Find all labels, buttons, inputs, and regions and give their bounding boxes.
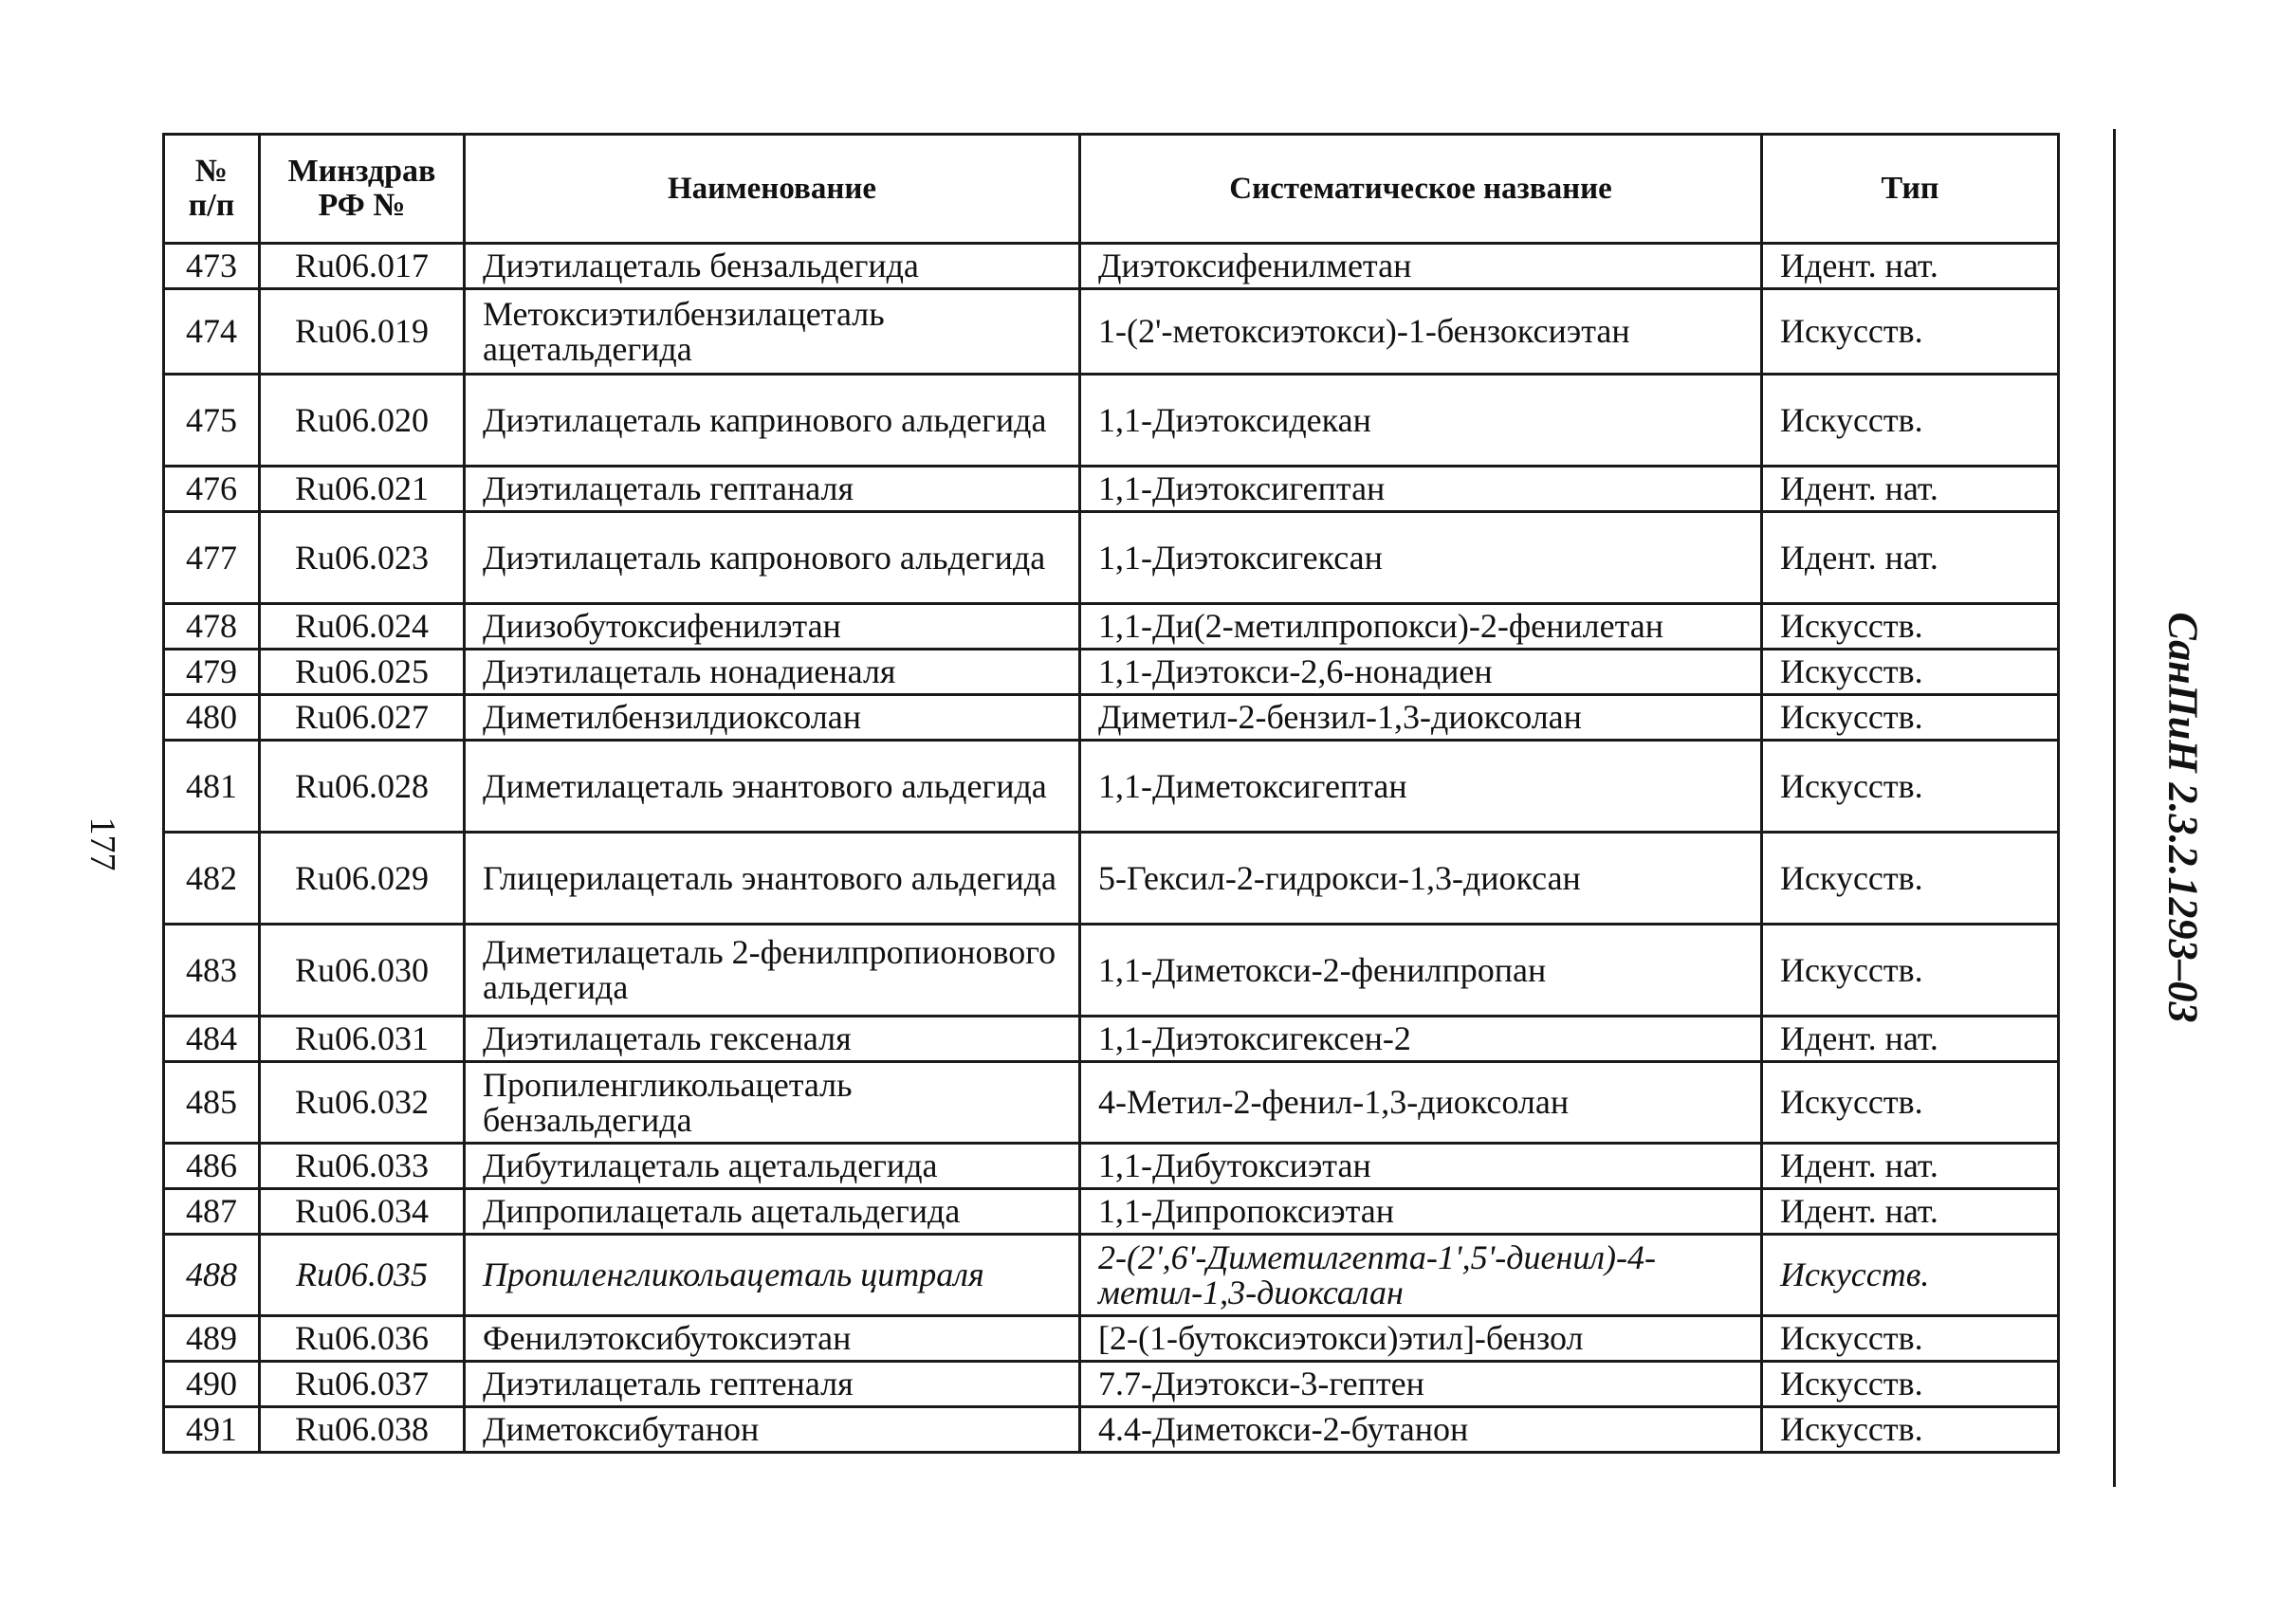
row-number-cell: 474 [164, 289, 260, 375]
systematic-name-cell: 1,1-Диэтоксигексан [1080, 512, 1762, 604]
table-row [164, 1017, 2059, 1062]
ministry-code-cell: Ru06.025 [260, 650, 465, 695]
type-cell: Искусств. [1762, 1362, 2059, 1407]
table-row [164, 1235, 2059, 1316]
systematic-name-cell: 1-(2'-метоксиэтокси)-1-бензоксиэтан [1080, 289, 1762, 375]
row-number-cell: 491 [164, 1407, 260, 1453]
ministry-code-cell: Ru06.031 [260, 1017, 465, 1062]
type-cell: Искусств. [1762, 833, 2059, 925]
row-number-cell: 490 [164, 1362, 260, 1407]
substance-name-cell: Диэтилацеталь капринового альдегида [465, 375, 1080, 467]
type-cell: Искусств. [1762, 375, 2059, 467]
row-number-cell: 483 [164, 925, 260, 1017]
substance-name-cell: Диэтилацеталь капронового альдегида [465, 512, 1080, 604]
ministry-code-cell: Ru06.021 [260, 467, 465, 512]
ministry-code-cell: Ru06.023 [260, 512, 465, 604]
row-number-cell: 477 [164, 512, 260, 604]
page-number: 177 [83, 816, 122, 871]
systematic-name-cell: 1,1-Дипропоксиэтан [1080, 1189, 1762, 1235]
row-number-cell: 489 [164, 1316, 260, 1362]
ministry-code-cell: Ru06.028 [260, 741, 465, 833]
substance-name-cell: Диэтилацеталь гептеналя [465, 1362, 1080, 1407]
table-row [164, 1362, 2059, 1407]
table-row [164, 375, 2059, 467]
flavoring-substances-table [162, 133, 2060, 1454]
type-cell: Идент. нат. [1762, 512, 2059, 604]
table-row [164, 650, 2059, 695]
table-row [164, 833, 2059, 925]
row-number-cell: 484 [164, 1017, 260, 1062]
ministry-code-cell: Ru06.035 [260, 1235, 465, 1316]
header-type: Тип [1762, 135, 2059, 244]
type-cell: Искусств. [1762, 741, 2059, 833]
systematic-name-cell: 5-Гексил-2-гидрокси-1,3-диоксан [1080, 833, 1762, 925]
substance-name-cell: Диметилацеталь энантового альдегида [465, 741, 1080, 833]
table-row [164, 695, 2059, 741]
substance-name-cell: Фенилэтоксибутоксиэтан [465, 1316, 1080, 1362]
row-number-cell: 481 [164, 741, 260, 833]
row-number-cell: 475 [164, 375, 260, 467]
ministry-code-cell: Ru06.024 [260, 604, 465, 650]
row-number-cell: 486 [164, 1144, 260, 1189]
header-number [164, 135, 260, 244]
ministry-code-cell: Ru06.020 [260, 375, 465, 467]
table-row [164, 741, 2059, 833]
substance-name-cell: Диэтилацеталь гептаналя [465, 467, 1080, 512]
substance-name-cell: Дибутилацеталь ацетальдегида [465, 1144, 1080, 1189]
systematic-name-cell: 1,1-Диэтоксидекан [1080, 375, 1762, 467]
systematic-name-cell: Диэтоксифенилметан [1080, 244, 1762, 289]
row-number-cell: 479 [164, 650, 260, 695]
ministry-code-cell: Ru06.038 [260, 1407, 465, 1453]
ministry-code-cell: Ru06.027 [260, 695, 465, 741]
header-systematic-name: Систематическое название [1080, 135, 1762, 244]
header-row [164, 135, 2059, 244]
ministry-code-cell: Ru06.033 [260, 1144, 465, 1189]
header-name: Наименование [465, 135, 1080, 244]
type-cell: Искусств. [1762, 1407, 2059, 1453]
table-header [164, 135, 2059, 244]
substance-name-cell: Пропиленгликольацеталь бензальдегида [465, 1062, 1080, 1144]
header-ministry-code [260, 135, 465, 244]
type-cell: Идент. нат. [1762, 1144, 2059, 1189]
systematic-name-cell: Диметил-2-бензил-1,3-диоксолан [1080, 695, 1762, 741]
row-number-cell: 473 [164, 244, 260, 289]
row-number-cell: 485 [164, 1062, 260, 1144]
type-cell: Искусств. [1762, 650, 2059, 695]
systematic-name-cell: 1,1-Диметоксигептан [1080, 741, 1762, 833]
substance-name-cell: Диметилбензилдиоксолан [465, 695, 1080, 741]
header-ministry-code-line2: РФ № [318, 188, 406, 223]
ministry-code-cell: Ru06.029 [260, 833, 465, 925]
table-row [164, 1062, 2059, 1144]
substance-name-cell: Диэтилацеталь бензальдегида [465, 244, 1080, 289]
ministry-code-cell: Ru06.037 [260, 1362, 465, 1407]
table-row [164, 1316, 2059, 1362]
systematic-name-cell: 2-(2',6'-Диметилгепта-1',5'-диенил)-4-метил-1,3-диоксалан [1080, 1235, 1762, 1316]
ministry-code-cell: Ru06.034 [260, 1189, 465, 1235]
table-row [164, 925, 2059, 1017]
row-number-cell: 482 [164, 833, 260, 925]
row-number-cell: 487 [164, 1189, 260, 1235]
header-ministry-code-line1: Минздрав [287, 154, 436, 189]
type-cell: Искусств. [1762, 604, 2059, 650]
type-cell: Искусств. [1762, 1062, 2059, 1144]
type-cell: Идент. нат. [1762, 1189, 2059, 1235]
table-row [164, 1144, 2059, 1189]
row-number-cell: 488 [164, 1235, 260, 1316]
row-number-cell: 478 [164, 604, 260, 650]
ministry-code-cell: Ru06.030 [260, 925, 465, 1017]
substance-name-cell: Пропиленгликольацеталь цитраля [465, 1235, 1080, 1316]
table-row [164, 1407, 2059, 1453]
substance-name-cell: Диизобутоксифенилэтан [465, 604, 1080, 650]
substance-name-cell: Диэтилацеталь нонадиеналя [465, 650, 1080, 695]
table-row [164, 512, 2059, 604]
systematic-name-cell: 7.7-Диэтокси-3-гептен [1080, 1362, 1762, 1407]
table-body [164, 244, 2059, 1453]
systematic-name-cell: [2-(1-бутоксиэтокси)этил]-бензол [1080, 1316, 1762, 1362]
header-number-line1: № [194, 154, 229, 189]
type-cell: Искусств. [1762, 695, 2059, 741]
substance-name-cell: Дипропилацеталь ацетальдегида [465, 1189, 1080, 1235]
substance-name-cell: Диметоксибутанон [465, 1407, 1080, 1453]
substance-name-cell: Диметилацеталь 2-фенилпропионового альдегида [465, 925, 1080, 1017]
type-cell: Идент. нат. [1762, 1017, 2059, 1062]
systematic-name-cell: 4-Метил-2-фенил-1,3-диоксолан [1080, 1062, 1762, 1144]
table-row [164, 467, 2059, 512]
row-number-cell: 480 [164, 695, 260, 741]
substance-name-cell: Метоксиэтилбензилацеталь ацетальдегида [465, 289, 1080, 375]
systematic-name-cell: 1,1-Диметокси-2-фенилпропан [1080, 925, 1762, 1017]
type-cell: Идент. нат. [1762, 244, 2059, 289]
ministry-code-cell: Ru06.032 [260, 1062, 465, 1144]
systematic-name-cell: 4.4-Диметокси-2-бутанон [1080, 1407, 1762, 1453]
table-row [164, 604, 2059, 650]
substance-name-cell: Глицерилацеталь энантового альдегида [465, 833, 1080, 925]
right-margin-rule [2113, 129, 2116, 1487]
ministry-code-cell: Ru06.036 [260, 1316, 465, 1362]
running-header: СанПиН 2.3.2.1293–03 [2159, 612, 2207, 1023]
type-cell: Искусств. [1762, 1316, 2059, 1362]
row-number-cell: 476 [164, 467, 260, 512]
table-row [164, 244, 2059, 289]
ministry-code-cell: Ru06.017 [260, 244, 465, 289]
type-cell: Искусств. [1762, 1235, 2059, 1316]
type-cell: Идент. нат. [1762, 467, 2059, 512]
table-row [164, 1189, 2059, 1235]
systematic-name-cell: 1,1-Дибутоксиэтан [1080, 1144, 1762, 1189]
table-row [164, 289, 2059, 375]
header-number-line2: п/п [188, 188, 235, 223]
type-cell: Искусств. [1762, 289, 2059, 375]
ministry-code-cell: Ru06.019 [260, 289, 465, 375]
type-cell: Искусств. [1762, 925, 2059, 1017]
systematic-name-cell: 1,1-Диэтоксигептан [1080, 467, 1762, 512]
systematic-name-cell: 1,1-Диэтокси-2,6-нонадиен [1080, 650, 1762, 695]
substance-name-cell: Диэтилацеталь гексеналя [465, 1017, 1080, 1062]
systematic-name-cell: 1,1-Ди(2-метилпропокси)-2-фенилетан [1080, 604, 1762, 650]
systematic-name-cell: 1,1-Диэтоксигексен-2 [1080, 1017, 1762, 1062]
